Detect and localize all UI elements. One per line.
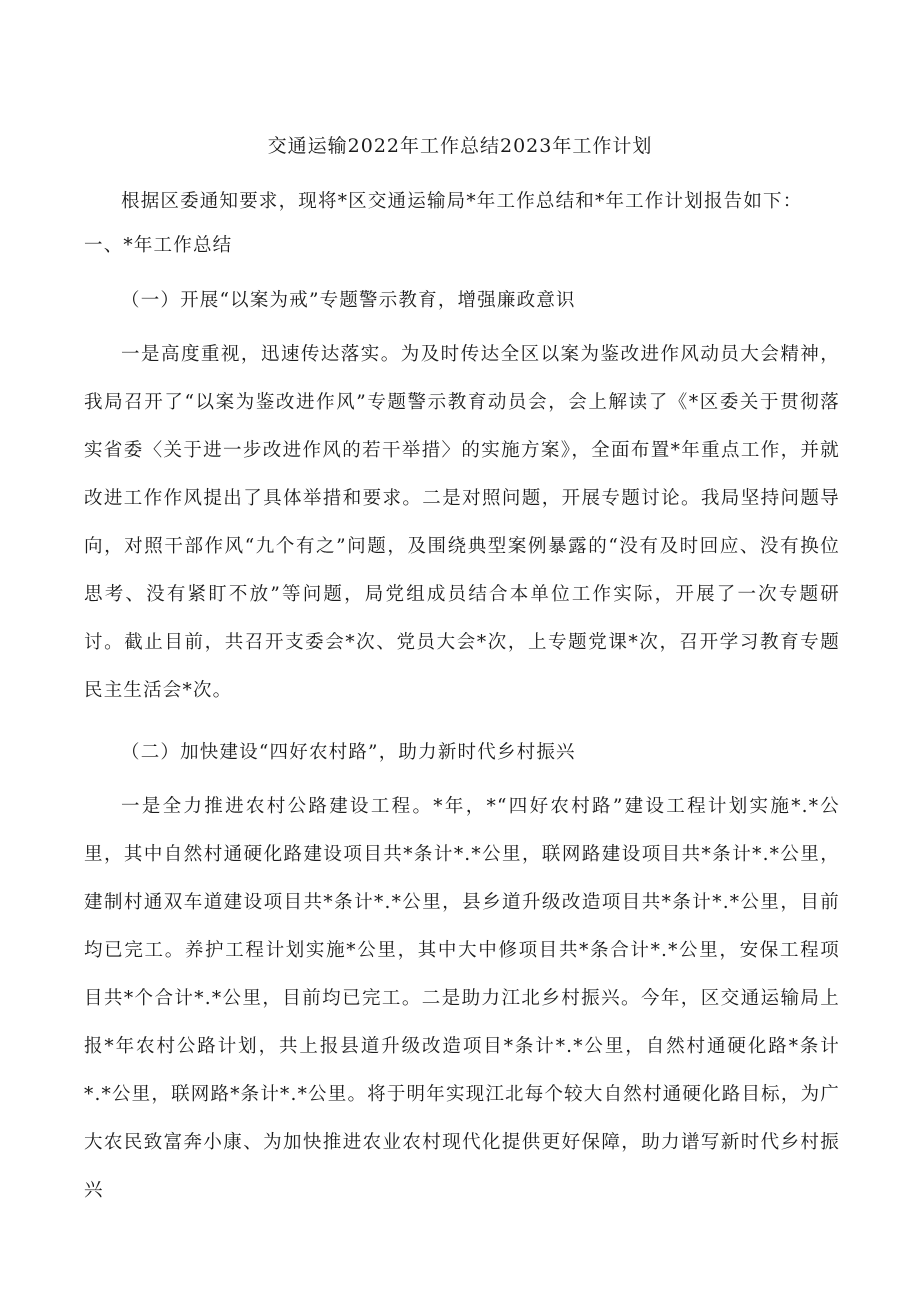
intro-paragraph: 根据区委通知要求，现将*区交通运输局*年工作总结和*年工作计划报告如下： — [121, 191, 803, 212]
subsection-body-1: 一是高度重视，迅速传达落实。为及时传达全区以案为鉴改进作风动员大会精神，我局召开了“以案为鉴改进作风”专题警示教育动员会，会上解读了《*区委关于贯彻落实省委〈关于进一步改进作风的若干举措〉的实施方案》，全面布置*年重点工作，并就改进工作作风提出了具体举措和要求。二是对照问题，开展专题讨论。我局坚持问题导向，对照干部作风“九个有之”问题，及围绕典型案例暴露的“没有及时回应、没有换位思考、没有紧盯不放”等问题，局党组成员结合本单位工作实际，开展了一次专题研讨。截止目前，共召开支委会*次、党员大会*次，上专题党课*次，召开学习教育专题民主生活会*次。 — [84, 344, 840, 701]
subsection-heading-1: （一）开展“以案为戒”专题警示教育，增强廉政意识 — [121, 290, 576, 311]
document-title: 交通运输2022年工作总结2023年工作计划 — [267, 135, 653, 157]
subsection-heading-2: （二）加快建设“四好农村路”，助力新时代乡村振兴 — [121, 742, 576, 763]
subsection-body-2: 一是全力推进农村公路建设工程。*年，*“四好农村路”建设工程计划实施*.*公里，其中自然村通硬化路建设项目共*条计*.*公里，联网路建设项目共*条计*.*公里，建制村通双车道建设项目共*条计*.*公里，县乡道升级改造项目共*条计*.*公里，目前均已完工。养护工程计划实施*公里，其中大中修项目共*条合计*.*公里，安保工程项目共*个合计*.*公里，目前均已完工。二是助力江北乡村振兴。今年，区交通运输局上报*年农村公路计划，共上报县道升级改造项目*条计*.*公里，自然村通硬化路*条计*.*公里，联网路*条计*.*公里。将于明年实现江北每个较大自然村通硬化路目标，为广大农民致富奔小康、为加快推进农业农村现代化提供更好保障，助力谱写新时代乡村振兴 — [84, 796, 840, 1201]
section-heading: 一、*年工作总结 — [84, 235, 233, 256]
